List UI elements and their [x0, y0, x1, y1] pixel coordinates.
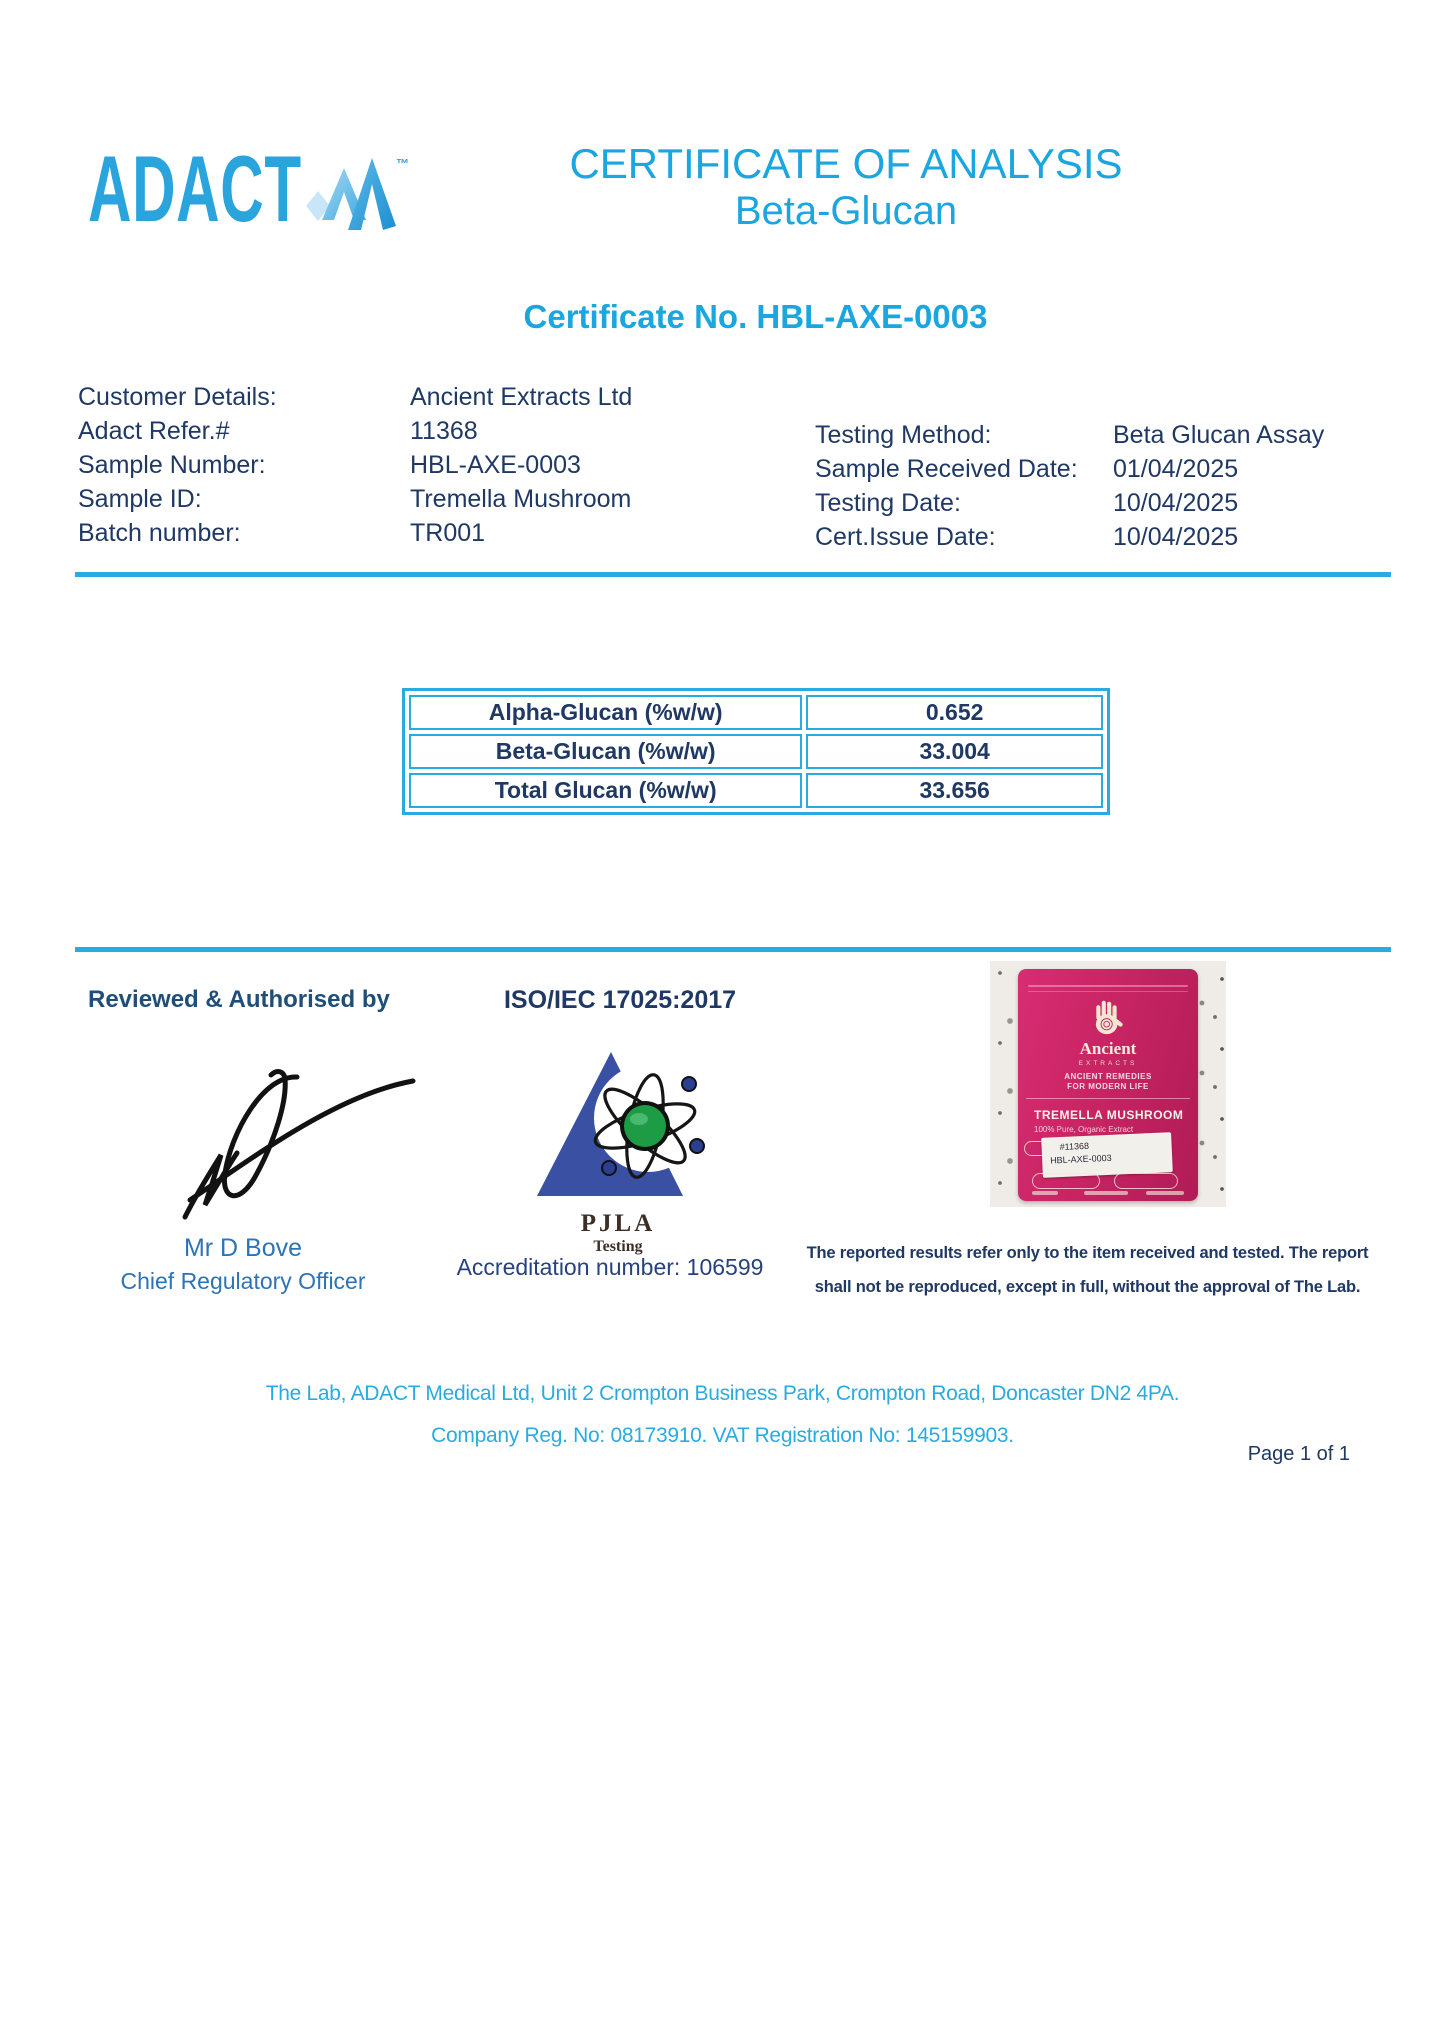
value-cell: 33.004 — [806, 734, 1103, 769]
divider-rule-top — [75, 572, 1391, 577]
pouch-tagline-line1: ANCIENT REMEDIES — [1064, 1072, 1152, 1081]
detail-label: Sample Number: — [78, 451, 266, 479]
details-left-block — [78, 380, 632, 550]
signatory-title: Chief Regulatory Officer — [120, 1268, 366, 1294]
sticker-sample-number: HBL-AXE-0003 — [1049, 1152, 1112, 1166]
detail-value: Tremella Mushroom — [410, 485, 632, 513]
pouch-product-name: TREMELLA MUSHROOM — [1034, 1108, 1184, 1122]
signatory-name: Mr D Bove — [183, 1234, 303, 1262]
detail-label: Batch number: — [78, 519, 241, 547]
adact-logo-mark-icon — [296, 152, 396, 234]
detail-value: 11368 — [410, 417, 478, 445]
pouch-brand-sub: EXTRACTS — [1078, 1060, 1138, 1067]
pouch-badge — [1114, 1173, 1178, 1189]
value-cell: 0.652 — [806, 695, 1103, 730]
pouch-tagline — [1018, 1072, 1198, 1092]
sample-photo — [990, 961, 1226, 1207]
table-row — [409, 695, 1103, 730]
results-table — [402, 688, 1110, 815]
pouch-product-sub: 100% Pure, Organic Extract — [1034, 1125, 1134, 1134]
sticker-refer-number: #11368 — [1059, 1140, 1090, 1153]
parameter-cell: Alpha-Glucan (%w/w) — [409, 695, 802, 730]
pouch-fineprint — [1032, 1191, 1058, 1195]
page-number: Page 1 of 1 — [1247, 1443, 1350, 1465]
pouch-brand-name: Ancient — [1079, 1039, 1137, 1058]
value-cell: 33.656 — [806, 773, 1103, 808]
parameter-cell: Total Glucan (%w/w) — [409, 773, 802, 808]
sample-id-sticker — [1041, 1132, 1173, 1178]
pouch-fineprint — [1084, 1191, 1128, 1195]
hand-icon — [1090, 997, 1126, 1037]
detail-label: Adact Refer.# — [78, 417, 230, 445]
sample-pouch — [1018, 969, 1198, 1201]
pjla-name: PJLA — [580, 1210, 656, 1237]
disclaimer-line2: shall not be reproduced, except in full, without the approval of The Lab. — [814, 1278, 1361, 1296]
detail-value: Ancient Extracts Ltd — [410, 383, 633, 411]
iso-standard: ISO/IEC 17025:2017 — [503, 986, 737, 1014]
pjla-accreditation-logo — [528, 1046, 708, 1257]
adact-logo — [88, 136, 422, 241]
title-line-2: Beta-Glucan — [734, 189, 958, 233]
parameter-cell: Beta-Glucan (%w/w) — [409, 734, 802, 769]
detail-value: TR001 — [410, 519, 486, 547]
footer-registration: Company Reg. No: 08173910. VAT Registration No: 145159903. — [431, 1424, 1014, 1447]
table-row — [409, 734, 1103, 769]
reviewed-heading: Reviewed & Authorised by — [88, 986, 390, 1013]
pouch-zipper — [1028, 991, 1188, 992]
accreditation-number: Accreditation number: 106599 — [456, 1254, 764, 1280]
certificate-number: Certificate No. HBL-AXE-0003 — [523, 298, 988, 335]
disclaimer-text — [800, 1236, 1375, 1304]
footer-address: The Lab, ADACT Medical Ltd, Unit 2 Crompton Business Park, Crompton Road, Doncaster DN2 4PA. — [265, 1382, 1180, 1405]
detail-label: Sample ID: — [78, 485, 202, 513]
pjla-logo-icon — [531, 1046, 706, 1206]
detail-value: 01/04/2025 — [1113, 455, 1239, 483]
pouch-zipper — [1028, 985, 1188, 987]
detail-label: Testing Date: — [815, 489, 961, 517]
detail-value: 10/04/2025 — [1113, 523, 1239, 551]
pouch-fineprint — [1146, 1191, 1184, 1195]
details-right-block — [815, 418, 1324, 554]
detail-label: Testing Method: — [815, 421, 992, 449]
disclaimer-line1: The reported results refer only to the item received and tested. The report — [806, 1244, 1369, 1262]
pouch-tagline-line2: FOR MODERN LIFE — [1067, 1082, 1149, 1091]
signatory-block — [88, 1232, 398, 1298]
detail-value: HBL-AXE-0003 — [410, 451, 581, 479]
title-line-1: CERTIFICATE OF ANALYSIS — [569, 140, 1123, 187]
pouch-divider — [1026, 1098, 1190, 1099]
adact-logo-text: ADACT — [88, 136, 302, 241]
detail-label: Sample Received Date: — [815, 455, 1078, 483]
detail-label: Cert.Issue Date: — [815, 523, 996, 551]
pouch-badge — [1032, 1173, 1100, 1189]
detail-value: Beta Glucan Assay — [1113, 421, 1325, 449]
table-row — [409, 773, 1103, 808]
detail-label: Customer Details: — [78, 383, 277, 411]
trademark-symbol: ™ — [396, 156, 409, 171]
signature-image — [135, 1035, 435, 1245]
divider-rule-bottom — [75, 947, 1391, 952]
detail-value: 10/04/2025 — [1113, 489, 1239, 517]
pjla-sub: Testing — [593, 1238, 643, 1255]
document-title — [556, 140, 1136, 234]
